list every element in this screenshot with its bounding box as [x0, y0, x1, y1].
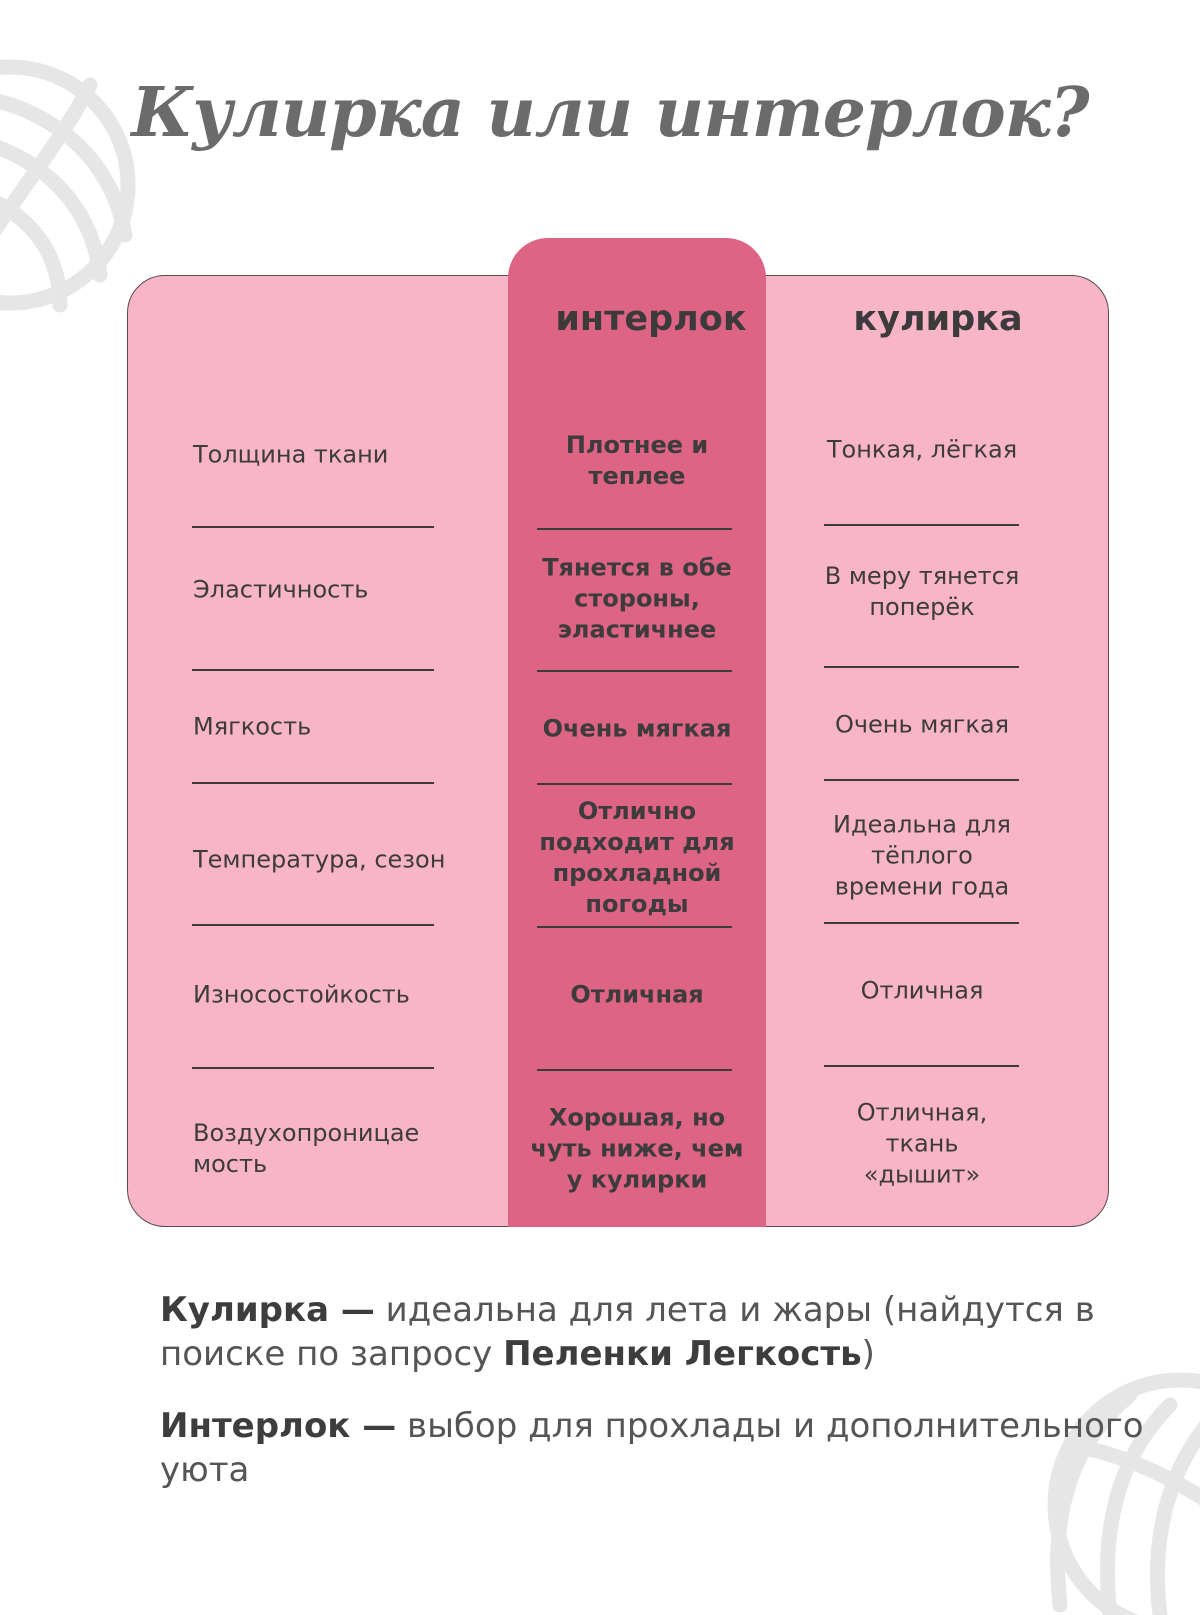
- kulirka-value: Очень мягкая: [834, 710, 1010, 739]
- kulirka-value: Отличная: [860, 976, 984, 1005]
- row-divider: [192, 526, 434, 528]
- kulirka-value: Тонкая, лёгкая: [826, 435, 1018, 464]
- row-divider: [824, 524, 1019, 526]
- row-label: Толщина ткани: [193, 440, 389, 469]
- row-divider: [192, 782, 434, 784]
- row-label: Мягкость: [193, 712, 312, 741]
- row-divider: [824, 666, 1019, 668]
- interlock-value: Очень мягкая: [542, 714, 732, 743]
- interlock-value: Отлично подходит для прохладной погоды: [539, 797, 735, 918]
- kulirka-term: Кулирка —: [160, 1290, 375, 1330]
- interlock-value: Тянется в обе стороны, эластичнее: [542, 553, 732, 644]
- kulirka-summary: [160, 1288, 1160, 1376]
- row-label: Температура, сезон: [193, 845, 446, 874]
- search-query: Пеленки Легкость: [503, 1334, 862, 1374]
- row-label: Воздухопроницае мость: [193, 1119, 420, 1178]
- column-header-interlock: интерлок: [555, 299, 747, 339]
- row-divider: [537, 783, 732, 785]
- interlock-value: Плотнее и теплее: [565, 431, 709, 490]
- interlock-term: Интерлок —: [160, 1406, 397, 1446]
- column-header-kulirka: кулирка: [853, 299, 1023, 339]
- page-title: Кулирка или интерлок?: [131, 73, 1089, 153]
- interlock-summary: [160, 1404, 1160, 1492]
- row-divider: [192, 1067, 434, 1069]
- row-label: Износостойкость: [193, 980, 410, 1009]
- kulirka-value: Идеальна для тёплого времени года: [833, 810, 1011, 901]
- row-divider: [537, 1069, 732, 1071]
- interlock-value: Отличная: [570, 980, 704, 1009]
- kulirka-summary-end: ): [861, 1334, 875, 1374]
- row-divider: [192, 924, 434, 926]
- kulirka-value: В меру тянется поперёк: [824, 562, 1020, 621]
- kulirka-value: Отличная, ткань «дышит»: [856, 1098, 988, 1189]
- row-divider: [824, 1065, 1019, 1067]
- kulirka-summary-text: идеальна для лета и жары (найдутся в поиске по запросу: [160, 1290, 1095, 1374]
- row-divider: [192, 669, 434, 671]
- interlock-summary-text: выбор для прохлады и дополнительного уюта: [160, 1406, 1144, 1490]
- row-divider: [537, 670, 732, 672]
- row-divider: [537, 528, 732, 530]
- row-divider: [824, 922, 1019, 924]
- interlock-value: Хорошая, но чуть ниже, чем у кулирки: [530, 1103, 744, 1194]
- row-label: Эластичность: [193, 575, 369, 604]
- row-divider: [537, 926, 732, 928]
- row-divider: [824, 779, 1019, 781]
